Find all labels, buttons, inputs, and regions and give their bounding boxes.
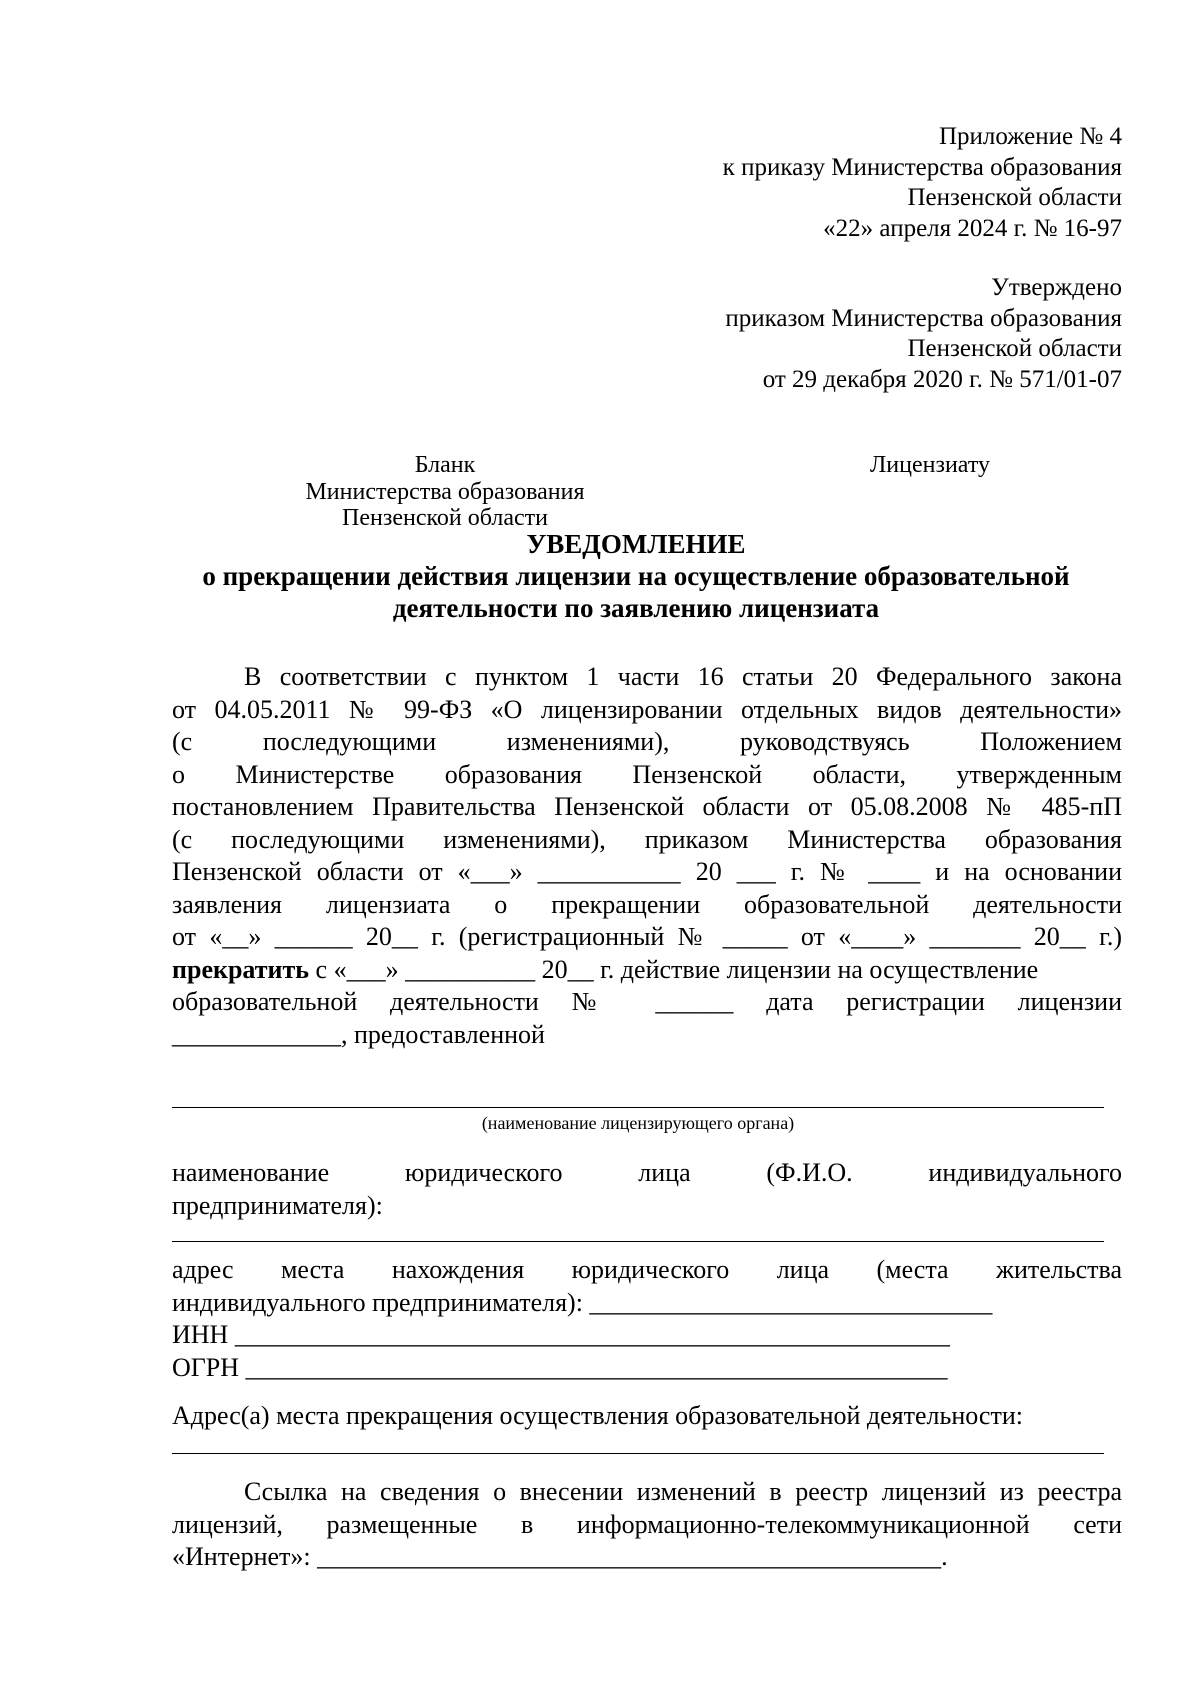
entity-line: наименование юридического лица (Ф.И.О. индивидуального: [172, 1158, 1122, 1187]
body-line: от 04.05.2011 № 99-ФЗ «О лицензировании отдельных видов деятельности»: [172, 694, 1122, 724]
recipient: Лицензиату: [870, 452, 990, 478]
annex-line: «22» апреля 2024 г. № 16-97: [823, 214, 1122, 242]
blank-line: Министерства образования: [305, 478, 585, 505]
body-line: образовательной деятельности № ______ дата регистрации лицензии: [172, 987, 1122, 1016]
termination-address-line: [172, 1453, 1104, 1454]
entity-name-block: [172, 1157, 1122, 1222]
body-line: _____________, предоставленной: [172, 1019, 545, 1049]
approved-line: Пензенской области: [907, 335, 1122, 362]
termination-address-label: Адрес(а) места прекращения осуществления образовательной деятельности:: [172, 1401, 1023, 1430]
notice-body: [172, 661, 1122, 1051]
blank-line: Пензенской области: [342, 505, 548, 531]
annex-header: [723, 122, 1122, 244]
termination-address-block: [172, 1400, 1122, 1433]
approved-line: Утверждено: [991, 274, 1122, 301]
entity-name-line: [172, 1241, 1104, 1242]
body-line: (с последующими изменениями), приказом Министерства образования: [172, 824, 1122, 854]
body-line: от «__» ______ 20__ г. (регистрационный № _____ от «____» _______ 20__ г.): [172, 922, 1122, 951]
ogrn-line: ОГРН ______________________________________________________: [172, 1352, 948, 1382]
body-line: (с последующими изменениями), руководствуясь Положением: [172, 727, 1122, 756]
body-line: постановлением Правительства Пензенской области от 05.08.2008 № 485-пП: [172, 792, 1122, 821]
terminate-rest: с «___» __________ 20__ г. действие лицензии на осуществление: [309, 954, 1039, 984]
link-line: лицензий, размещенные в информационно-телекоммуникационной сети: [172, 1509, 1122, 1539]
document-title: УВЕДОМЛЕНИЕ: [526, 529, 746, 559]
terminate-keyword: прекратить: [172, 954, 310, 984]
document-subtitle-line: деятельности по заявлению лицензиата: [392, 593, 880, 623]
annex-line: Приложение № 4: [938, 123, 1122, 150]
approved-line: от 29 декабря 2020 г. № 571/01-07: [762, 365, 1122, 393]
body-line: Пензенской области от «___» ___________ 20 ___ г. № ____ и на основании: [172, 857, 1122, 886]
link-line: Ссылка на сведения о внесении изменений в реестр лицензий из реестра: [244, 1477, 1122, 1506]
document-subtitle-line: о прекращении действия лицензии на осуществление образовательной: [202, 561, 1070, 591]
annex-line: Пензенской области: [907, 184, 1122, 211]
address-line: адрес места нахождения юридического лица (места жительства: [172, 1255, 1122, 1284]
approved-header: [725, 273, 1122, 395]
entity-line: предпринимателя):: [172, 1190, 383, 1220]
link-line: «Интернет»: ________________________________________________.: [172, 1542, 948, 1571]
body-line: заявления лицензиата о прекращении образовательной деятельности: [172, 889, 1122, 919]
registry-link-block: [172, 1476, 1122, 1574]
body-line: о Министерстве образования Пензенской области, утвержденным: [172, 759, 1122, 789]
address-block: [172, 1254, 1122, 1384]
licensing-authority-line: [172, 1107, 1104, 1108]
licensing-authority-caption: (наименование лицензирующего органа): [481, 1113, 795, 1133]
body-line: В соответствии с пунктом 1 части 16 статьи 20 Федерального закона: [244, 662, 1122, 691]
approved-line: приказом Министерства образования: [725, 304, 1122, 332]
inn-line: ИНН _______________________________________________________: [172, 1320, 950, 1349]
body-line-terminate: [172, 954, 1122, 987]
letterhead-blank: [270, 452, 620, 532]
annex-line: к приказу Министерства образования: [722, 153, 1122, 181]
address-line: индивидуального предпринимателя): _______________________________: [172, 1287, 993, 1317]
blank-line: Бланк: [414, 452, 476, 478]
